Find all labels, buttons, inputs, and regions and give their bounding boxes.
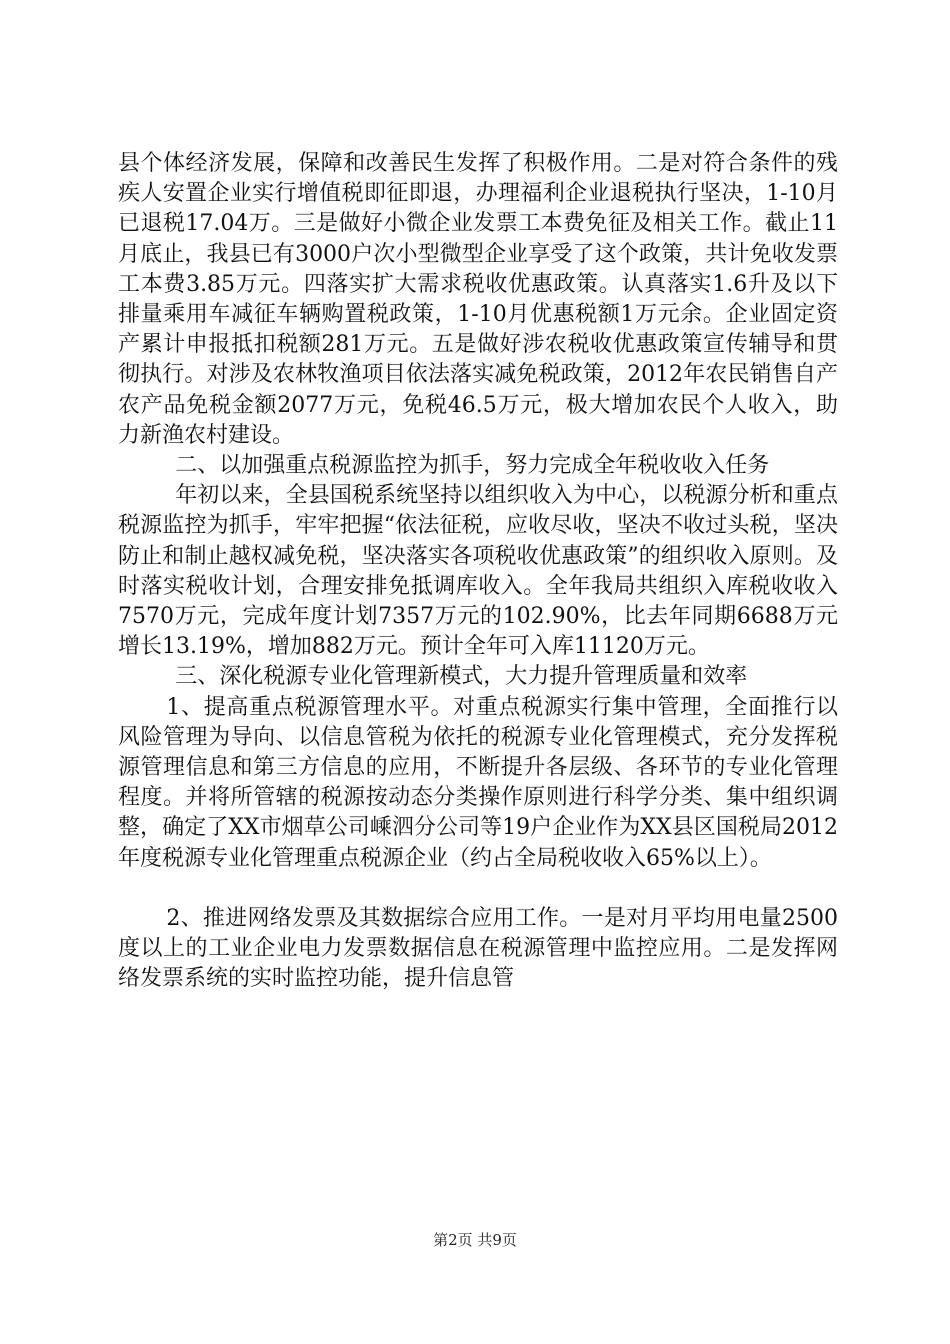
page-number-footer: 第2页 共9页 [433,1231,517,1249]
paragraph-network-invoice: 2、推进网络发票及其数据综合应用工作。一是对月平均用电量2500度以上的工业企业电力发票数据信息在税源管理中监控应用。二是发挥网络发票系统的实时监控功能，提升信息管 [118,905,838,992]
section-heading-2: 二、以加强重点税源监控为抓手，努力完成全年税收收入任务 [175,453,770,479]
paragraph-spacer [118,874,838,904]
paragraph-continuation: 县个体经济发展，保障和改善民生发挥了积极作用。二是对符合条件的残疾人安置企业实行增值税即征即退，办理福利企业退税执行坚决，1-10月已退税17.04万。三是做好小微企业发票工本费免征及相关工作。截止11月底止，我县已有3000户次小型微型企业享受了这个政策，共计免收发票工本费3.85万元。四落实扩大需求税收优惠政策。认真落实1.6升及以下排量乘用车减征车辆购置税政策，1-10月优惠税额1万元余。企业固定资产累计申报抵扣税额281万元。五是做好涉农税收优惠政策宣传辅导和贯彻执行。对涉及农林牧渔项目依法落实减免税政策，2012年农民销售自产农产品免税金额2077万元，免税46.5万元，极大增加农民个人收入，助力新渔农村建设。 [118,151,838,448]
document-body [118,149,838,994]
section-heading-3: 三、深化税源专业化管理新模式，大力提升管理质量和效率 [175,664,748,690]
paragraph-key-tax-sources: 1、提高重点税源管理水平。对重点税源实行集中管理，全面推行以风险管理为导向、以信息管税为依托的税源专业化管理模式，充分发挥税源管理信息和第三方信息的应用，不断提升各层级、各环节的专业化管理程度。并将所管辖的税源按动态分类操作原则进行科学分类、集中组织调整，确定了XX市烟草公司嵊泗分公司等19户企业作为XX县区国税局2012年度税源专业化管理重点税源企业（约占全局税收收入65%以上）。 [118,694,838,871]
paragraph-revenue: 年初以来，全县国税系统坚持以组织收入为中心，以税源分析和重点税源监控为抓手，牢牢把握“依法征税，应收尽收，坚决不收过头税，坚决防止和制止越权减免税，坚决落实各项税收优惠政策”的组织收入原则。及时落实税收计划，合理安排免抵调库收入。全年我局共组织入库税收收入7570万元，完成年度计划7357万元的102.90%，比去年同期6688万元增长13.19%，增加882万元。预计全年可入库11120万元。 [118,483,838,660]
